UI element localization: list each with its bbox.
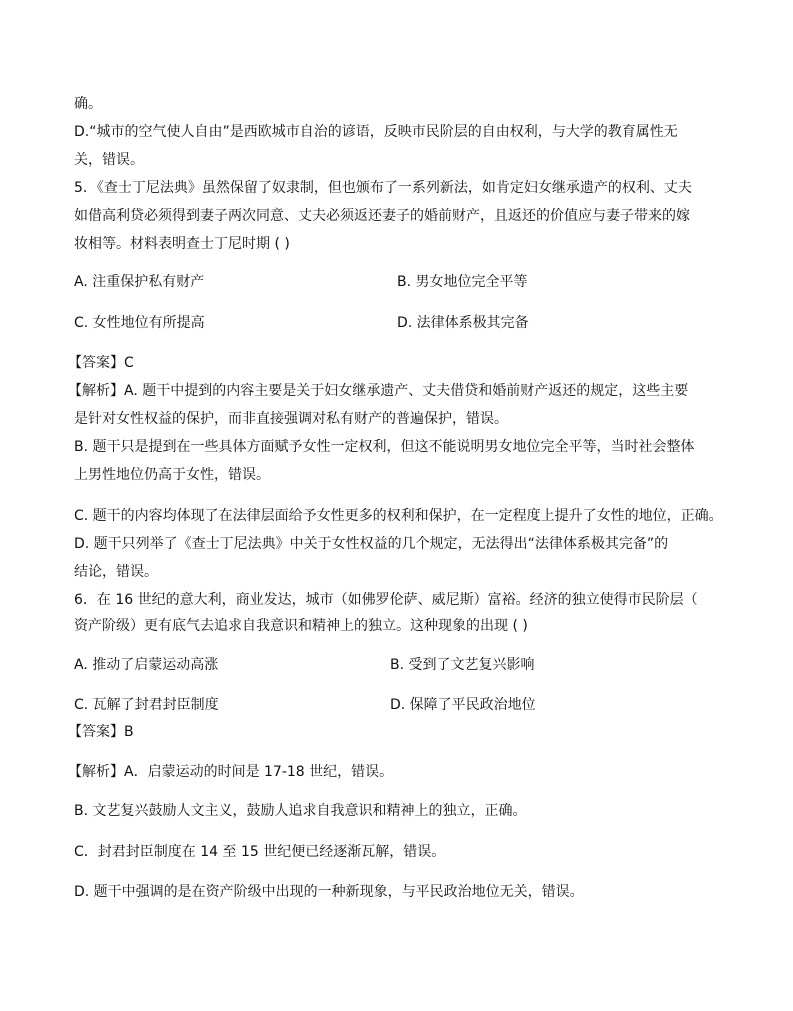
question-6-explanation-line-4: D. 题干中强调的是在资产阶级中出现的一种新现象，与平民政治地位无关，错误。 xyxy=(74,884,584,900)
question-6-option-d: D. 保障了平民政治地位 xyxy=(390,697,536,713)
question-5-stem-line-2: 如借高利贷必须得到妻子两次同意、丈夫必须返还妻子的婚前财产，且返还的价值应与妻子带来的嫁 xyxy=(74,208,690,224)
question-5-option-b: B. 男女地位完全平等 xyxy=(397,274,528,290)
question-6-stem-line-1: 6．在 16 世纪的意大利，商业发达，城市（如佛罗伦萨、威尼斯）富裕。经济的独立使得市民阶层（ xyxy=(74,592,698,608)
question-5-stem-line-3: 妆相等。材料表明查士丁尼时期 ( ) xyxy=(74,236,290,252)
question-6-option-b: B. 受到了文艺复兴影响 xyxy=(390,657,535,673)
question-6-explanation-line-3: C．封君封臣制度在 14 至 15 世纪便已经逐渐瓦解，错误。 xyxy=(74,844,446,860)
question-5-stem-line-1: 5．《查士丁尼法典》虽然保留了奴隶制，但也颁布了一系列新法，如肯定妇女继承遗产的权利、丈夫 xyxy=(74,180,692,196)
question-5-explanation-line-4: 上男性地位仍高于女性，错误。 xyxy=(74,467,270,483)
question-5-explanation-line-1: 【解析】A. 题干中提到的内容主要是关于妇女继承遗产、丈夫借贷和婚前财产返还的规定，这些主要 xyxy=(68,383,689,399)
question-6-stem-line-2: 资产阶级）更有底气去追求自我意识和精神上的独立。这种现象的出现 ( ) xyxy=(74,618,528,634)
question-5-answer: 【答案】C xyxy=(68,355,134,371)
question-6-explanation-line-1: 【解析】A．启蒙运动的时间是 17-18 世纪，错误。 xyxy=(68,764,394,780)
question-5-option-c: C. 女性地位有所提高 xyxy=(74,315,205,331)
question-6-explanation-line-2: B. 文艺复兴鼓励人文主义，鼓励人追求自我意识和精神上的独立，正确。 xyxy=(74,803,527,819)
text-line-option-d-explanation: D.“城市的空气使人自由”是西欧城市自治的谚语，反映市民阶层的自由权利，与大学的教育属性无 xyxy=(74,124,678,140)
question-6-option-c: C. 瓦解了封君封臣制度 xyxy=(74,697,219,713)
text-line-option-d-conclusion: 关，错误。 xyxy=(74,152,144,168)
question-5-explanation-line-3: B. 题干只是提到在一些具体方面赋予女性一定权利，但这不能说明男女地位完全平等，当时社会整体 xyxy=(74,439,695,455)
question-6-answer: 【答案】B xyxy=(68,724,134,740)
question-5-explanation-line-7: 结论，错误。 xyxy=(74,564,158,580)
question-6-option-a: A. 推动了启蒙运动高涨 xyxy=(74,657,219,673)
question-5-option-a: A. 注重保护私有财产 xyxy=(74,274,205,290)
question-5-explanation-line-6: D. 题干只列举了《查士丁尼法典》中关于女性权益的几个规定，无法得出“法律体系极其完备”的 xyxy=(74,536,669,552)
question-5-option-d: D. 法律体系极其完备 xyxy=(397,315,529,331)
question-5-explanation-line-2: 是针对女性权益的保护，而非直接强调对私有财产的普遍保护，错误。 xyxy=(74,411,508,427)
text-line-continuation: 确。 xyxy=(74,96,102,112)
question-5-explanation-line-5: C. 题干的内容均体现了在法律层面给予女性更多的权利和保护，在一定程度上提升了女性的地位，正确。 xyxy=(74,508,723,524)
